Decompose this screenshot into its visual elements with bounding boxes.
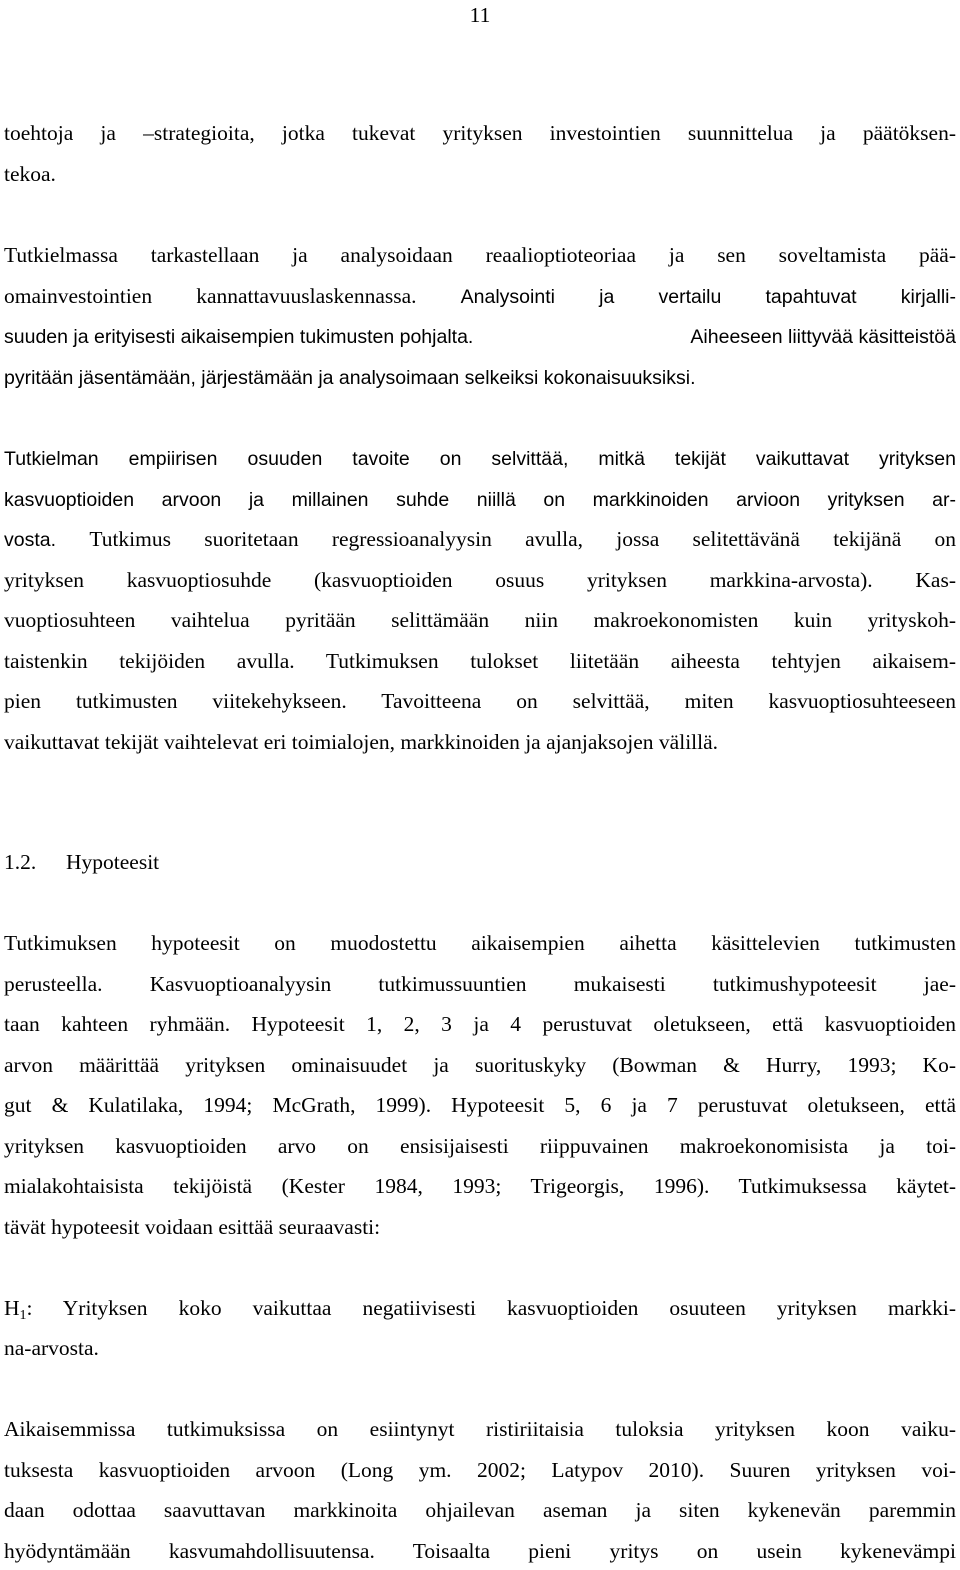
text-line xyxy=(4,283,956,310)
text-run: Analysointi ja vertailu tapahtuvat kirjalli- xyxy=(460,286,956,308)
text-run: na-arvosta. xyxy=(4,1336,99,1360)
text-run: tekoa. xyxy=(4,162,56,186)
text-run: Aikaisemmissa tutkimuksissa on esiintynyt ristiriitaisia tuloksia yrityksen koon vaiku- xyxy=(4,1417,956,1441)
text-run: arvon määrittää yrityksen ominaisuudet ja suorituskyky (Bowman & Hurry, 1993; Ko- xyxy=(4,1053,956,1077)
text-run: Aiheeseen liittyvää käsitteistöä xyxy=(690,326,956,348)
text-run: tuksesta kasvuoptioiden arvoon (Long ym. 2002; Latypov 2010). Suuren yrityksen voi- xyxy=(4,1458,956,1482)
text-run: Tutkimuksen hypoteesit on muodostettu aikaisempien aihetta käsittelevien tutkimusten xyxy=(4,931,956,955)
text-run: pien tutkimusten viitekehykseen. Tavoitteena on selvittää, miten kasvuoptiosuhteeseen xyxy=(4,689,956,713)
text-line xyxy=(4,607,956,633)
text-line xyxy=(4,1497,956,1523)
text-run: suuden ja erityisesti aikaisempien tukimusten pohjalta. xyxy=(4,326,474,348)
text-line xyxy=(4,688,956,714)
text-run: : Yrityksen koko vaikuttaa negatiivisesti kasvuoptioiden osuuteen yrityksen markki- xyxy=(26,1296,956,1320)
text-run: yrityksen kasvuoptiosuhde (kasvuoptioiden osuus yrityksen markkina-arvosta). Kas- xyxy=(4,568,956,592)
text-run: hyödyntämään kasvumahdollisuutensa. Toisaalta pieni yritys on usein kykenevämpi xyxy=(4,1539,956,1563)
section-title: Hypoteesit xyxy=(66,850,160,874)
text-line xyxy=(4,971,956,997)
text-run: kasvuoptioiden arvoon ja millainen suhde niillä on markkinoiden arvioon yrityksen ar- xyxy=(4,489,956,511)
text-run: yrityksen kasvuoptioiden arvo on ensisijaisesti riippuvainen makroekonomisista ja toi- xyxy=(4,1134,956,1158)
text-run: mialakohtaisista tekijöistä (Kester 1984, 1993; Trigeorgis, 1996). Tutkimuksessa käytet- xyxy=(4,1174,956,1198)
text-line xyxy=(4,729,718,755)
text-line xyxy=(4,1052,956,1078)
text-run: taan kahteen ryhmään. Hypoteesit 1, 2, 3 ja 4 perustuvat oletukseen, että kasvuoptioiden xyxy=(4,1012,956,1036)
text-run: Tutkimus suoritetaan regressioanalyysin avulla, jossa selitettävänä tekijänä on xyxy=(89,527,956,551)
text-line xyxy=(4,1214,380,1240)
section-heading xyxy=(4,849,159,875)
text-run: vuoptiosuhteen vaihtelua pyritään selittämään niin makroekonomisten kuin yrityskoh- xyxy=(4,608,956,632)
text-line xyxy=(4,445,956,472)
text-line xyxy=(4,1092,956,1118)
text-line xyxy=(4,930,956,956)
text-line xyxy=(690,323,956,350)
text-run: Tutkielmassa tarkastellaan ja analysoidaan reaalioptioteoriaa ja sen soveltamista pää- xyxy=(4,243,956,267)
text-line xyxy=(4,161,56,187)
text-line xyxy=(4,364,696,391)
text-run: Tutkielman empiirisen osuuden tavoite on selvittää, mitkä tekijät vaikuttavat yrityksen xyxy=(4,448,956,470)
text-run: taistenkin tekijöiden avulla. Tutkimuksen tulokset liitetään aiheesta tehtyjen aikaisem- xyxy=(4,649,956,673)
text-line xyxy=(4,648,956,674)
text-run: gut & Kulatilaka, 1994; McGrath, 1999). Hypoteesit 5, 6 ja 7 perustuvat oletukseen, että xyxy=(4,1093,956,1117)
subscript: 1 xyxy=(19,1308,27,1323)
text-line xyxy=(4,242,956,268)
text-run: tävät hypoteesit voidaan esittää seuraavasti: xyxy=(4,1215,381,1239)
text-line xyxy=(4,1416,956,1442)
text-line xyxy=(4,1457,956,1483)
text-line xyxy=(4,486,956,513)
text-line xyxy=(4,526,956,553)
text-line xyxy=(4,567,956,593)
text-run: H xyxy=(4,1296,20,1320)
text-line xyxy=(4,1173,956,1199)
page-number: 11 xyxy=(469,3,491,27)
text-line xyxy=(4,323,473,350)
text-line xyxy=(4,1538,956,1564)
text-run: perusteella. Kasvuoptioanalyysin tutkimussuuntien mukaisesti tutkimushypoteesit jae- xyxy=(4,972,956,996)
text-line xyxy=(4,1295,956,1321)
text-line xyxy=(4,1335,99,1361)
section-number: 1.2. xyxy=(4,850,37,874)
text-run: omainvestointien kannattavuuslaskennassa. xyxy=(4,284,461,308)
text-line xyxy=(4,1011,956,1037)
text-run: toehtoja ja –strategioita, jotka tukevat yrityksen investointien suunnittelua ja päätöksen- xyxy=(4,121,956,145)
text-line xyxy=(4,1133,956,1159)
text-run: pyritään jäsentämään, järjestämään ja analysoimaan selkeiksi kokonaisuuksiksi. xyxy=(4,367,696,389)
text-run: daan odottaa saavuttavan markkinoita ohjailevan aseman ja siten kykenevän paremmin xyxy=(4,1498,956,1522)
text-run: vosta. xyxy=(4,529,90,551)
text-run: vaikuttavat tekijät vaihtelevat eri toimialojen, markkinoiden ja ajanjaksojen välillä. xyxy=(4,730,719,754)
text-line xyxy=(4,120,956,146)
